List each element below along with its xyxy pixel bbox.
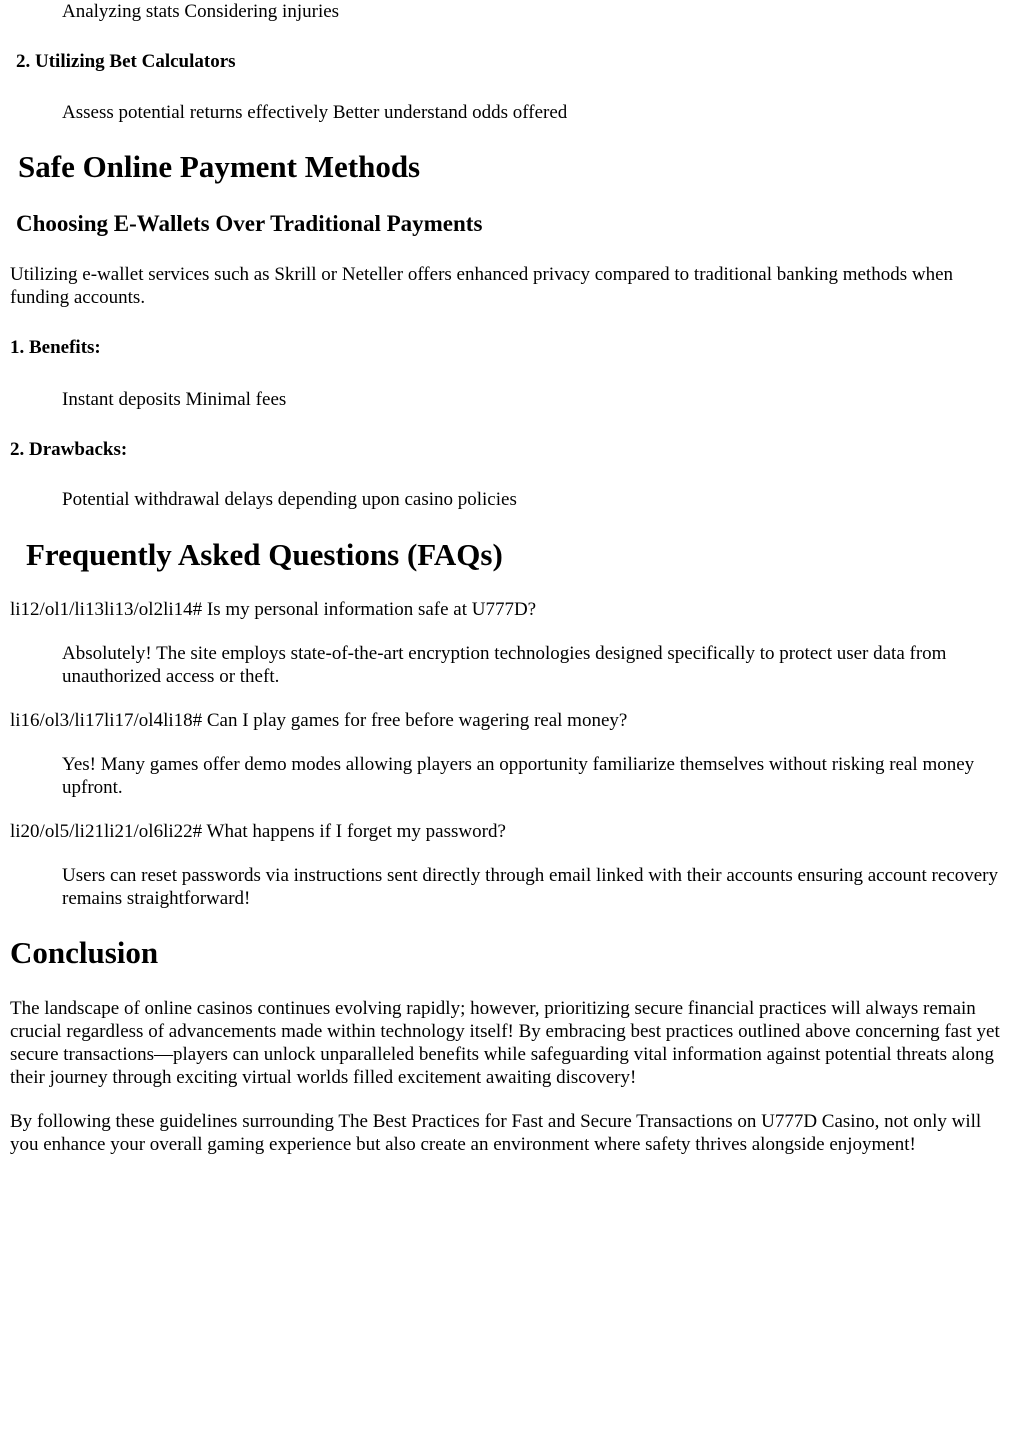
faq-question: li16/ol3/li17li17/ol4li18# Can I play games for free before wagering real money? <box>10 710 628 731</box>
faq-question: li12/ol1/li13li13/ol2li14# Is my personal information safe at U777D? <box>10 599 537 620</box>
ewallets-paragraph: Utilizing e-wallet services such as Skrill or Neteller offers enhanced privacy compared to traditional banking methods when funding accounts. <box>10 264 954 308</box>
stats-list-items: Analyzing stats Considering injuries <box>62 1 340 22</box>
faq-answer: Absolutely! The site employs state-of-the-art encryption technologies designed specifically to protect user data from unauthorized access or theft. <box>62 643 947 687</box>
conclusion-paragraph-2: By following these guidelines surrounding The Best Practices for Fast and Secure Transactions on U777D Casino, not only will you enhance your overall gaming experience but also create an environment where safety thrives alongside enjoyment! <box>10 1111 982 1155</box>
faq-question: li20/ol5/li21li21/ol6li22# What happens if I forget my password? <box>10 821 506 842</box>
faq-answer: Yes! Many games offer demo modes allowing players an opportunity familiarize themselves without risking real money upfront. <box>62 754 975 798</box>
faq-heading: Frequently Asked Questions (FAQs) <box>26 537 503 572</box>
conclusion-paragraph-1: The landscape of online casinos continues evolving rapidly; however, prioritizing secure financial practices will always remain crucial regardless of advancements made within technology itself! By embracing best practices outlined above concerning fast yet secure transactions—players can unlock unparalleled benefits while safeguarding vital information against potential threats along their journey through exciting virtual worlds filled excitement awaiting discovery! <box>10 998 1000 1088</box>
payment-methods-heading: Safe Online Payment Methods <box>18 149 421 184</box>
faq-answer: Users can reset passwords via instructions sent directly through email linked with their accounts ensuring account recovery remains straightforward! <box>62 865 999 909</box>
conclusion-heading: Conclusion <box>10 935 159 970</box>
benefits-list-items: Instant deposits Minimal fees <box>62 389 287 410</box>
ewallets-heading: Choosing E-Wallets Over Traditional Payments <box>16 211 483 236</box>
bet-calculators-heading: 2. Utilizing Bet Calculators <box>16 51 236 72</box>
drawbacks-list-items: Potential withdrawal delays depending upon casino policies <box>62 489 517 510</box>
bet-calculators-list-items: Assess potential returns effectively Better understand odds offered <box>62 102 568 123</box>
drawbacks-heading: 2. Drawbacks: <box>10 439 128 460</box>
benefits-heading: 1. Benefits: <box>10 337 101 358</box>
